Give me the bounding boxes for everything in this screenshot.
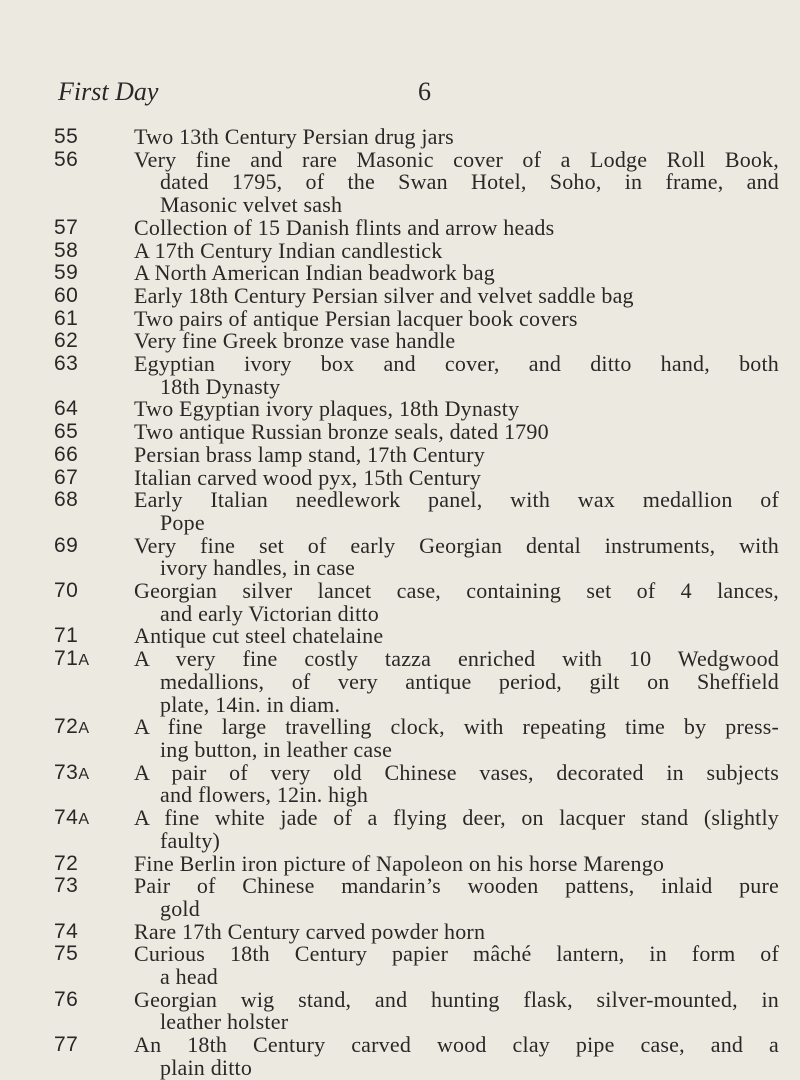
lot-description-line: Two antique Russian bronze seals, dated 1790: [134, 419, 549, 445]
lot-description-line: plate, 14in. in diam.: [160, 691, 341, 717]
lot-entry: [54, 214, 779, 240]
lot-number: [54, 489, 134, 512]
lot-entry: [54, 716, 779, 761]
lot-entry: [54, 648, 779, 716]
lot-entry: [54, 759, 779, 808]
lot-description-line: Curious 18th Century papier mâché lantern, in form of: [134, 941, 779, 967]
lot-description-line: Georgian wig stand, and hunting flask, silver-mounted, in: [134, 986, 779, 1012]
lot-entry: [54, 625, 779, 648]
lot-number: [54, 1034, 134, 1057]
lot-number-digits: 56: [54, 147, 79, 171]
lot-description: [134, 625, 779, 648]
lot-number: [54, 240, 134, 263]
lot-description-line: Early Italian needlework panel, with wax medallion of: [134, 487, 779, 513]
lot-number-digits: 57: [54, 215, 79, 239]
lot-description-line: gold: [160, 895, 200, 921]
lot-description-line: A very fine costly tazza enriched with 10 Wedgwood: [134, 646, 779, 672]
lot-number: [54, 989, 134, 1012]
lot-description-line: and early Victorian ditto: [160, 600, 379, 626]
lot-entry: [54, 918, 779, 944]
lot-number: [54, 398, 134, 421]
lot-number: [54, 625, 134, 648]
lot-entry: [54, 489, 779, 534]
lot-description-line: Very fine and rare Masonic cover of a Lodge Roll Book,: [134, 146, 779, 172]
lot-description: [134, 716, 779, 761]
lot-entry: [54, 282, 779, 308]
lot-description: [134, 807, 779, 852]
lot-entry: [54, 353, 779, 398]
lot-number-digits: 64: [54, 397, 79, 421]
lot-entry: [54, 421, 779, 444]
lot-number-digits: 71: [54, 647, 79, 671]
lot-description: [134, 330, 779, 353]
lot-number: [54, 149, 134, 172]
lot-number-digits: 72: [54, 715, 79, 739]
lot-description-line: Two pairs of antique Persian lacquer book covers: [134, 305, 578, 331]
lot-description-line: leather holster: [160, 1009, 289, 1035]
lot-description-line: A fine large travelling clock, with repeating time by press-: [134, 714, 779, 740]
lot-number-suffix: A: [78, 652, 91, 670]
lot-entry: [54, 146, 779, 218]
lot-description: [134, 532, 779, 581]
lot-description: [134, 759, 779, 808]
lot-description: [134, 986, 779, 1035]
lot-description-line: Pope: [160, 509, 205, 535]
lot-description: [134, 305, 779, 331]
lot-number-digits: 71: [54, 624, 79, 648]
lot-description: [134, 441, 779, 467]
lot-description-line: ing button, in leather case: [160, 736, 393, 762]
lot-entry: [54, 807, 779, 852]
lot-description-line: Pair of Chinese mandarin’s wooden pattens, inlaid pure: [134, 873, 779, 899]
lot-number: [54, 421, 134, 444]
lot-description-line: plain ditto: [160, 1054, 253, 1080]
lot-number: [54, 762, 134, 787]
lot-description-line: Italian carved wood pyx, 15th Century: [134, 464, 482, 490]
lot-description-line: A 17th Century Indian candlestick: [134, 237, 443, 263]
lot-number-digits: 69: [54, 533, 79, 557]
lot-number: [54, 943, 134, 966]
lot-description-line: medallions, of very antique period, gilt on Sheffield: [160, 668, 779, 694]
lot-number-suffix: A: [78, 811, 91, 829]
page-header: [58, 74, 478, 110]
lot-entry: [54, 237, 779, 263]
lot-number: [54, 580, 134, 603]
lot-list: [54, 126, 779, 1080]
lot-number-digits: 66: [54, 442, 79, 466]
page-number: 6: [418, 77, 431, 106]
lot-description: [134, 146, 779, 218]
lot-description: [134, 943, 779, 988]
lot-number-digits: 58: [54, 238, 79, 262]
lot-description: [134, 918, 779, 944]
lot-description: [134, 214, 779, 240]
lot-number: [54, 716, 134, 741]
lot-description: [134, 1034, 779, 1079]
lot-description-line: 18th Dynasty: [160, 373, 281, 399]
lot-description: [134, 126, 779, 149]
lot-description-line: and flowers, 12in. high: [160, 782, 369, 808]
lot-description-line: a head: [160, 964, 218, 990]
lot-description-line: Egyptian ivory box and cover, and ditto hand, both: [134, 351, 779, 377]
lot-number-digits: 68: [54, 488, 79, 512]
lot-number-digits: 75: [54, 942, 79, 966]
lot-description: [134, 353, 779, 398]
lot-description-line: Early 18th Century Persian silver and velvet saddle bag: [134, 282, 634, 308]
lot-description-line: faulty): [160, 827, 221, 853]
lot-number: [54, 126, 134, 149]
lot-description: [134, 398, 779, 421]
lot-description-line: Very fine set of early Georgian dental instruments, with: [134, 532, 779, 558]
lot-description-line: dated 1795, of the Swan Hotel, Soho, in frame, and: [160, 169, 779, 195]
lot-number-digits: 70: [54, 579, 79, 603]
lot-entry: [54, 986, 779, 1035]
lot-number-digits: 59: [54, 261, 79, 285]
lot-number: [54, 262, 134, 285]
lot-number-digits: 76: [54, 987, 79, 1011]
lot-description: [134, 875, 779, 920]
lot-entry: [54, 398, 779, 421]
lot-description: [134, 580, 779, 625]
lot-description-line: A fine white jade of a flying deer, on lacquer stand (slightly: [134, 805, 779, 831]
lot-number: [54, 648, 134, 673]
lot-description-line: Antique cut steel chatelaine: [134, 623, 384, 649]
lot-number: [54, 535, 134, 558]
lot-entry: [54, 1034, 779, 1079]
lot-description-line: A pair of very old Chinese vases, decorated in subjects: [134, 759, 779, 785]
lot-description-line: Two 13th Century Persian drug jars: [134, 124, 454, 149]
lot-description-line: Very fine Greek bronze vase handle: [134, 328, 456, 354]
lot-number-suffix: A: [78, 765, 91, 783]
lot-description-line: Masonic velvet sash: [160, 192, 343, 218]
lot-number-digits: 74: [54, 806, 79, 830]
lot-number-digits: 73: [54, 760, 79, 784]
lot-description-line: Fine Berlin iron picture of Napoleon on his horse Marengo: [134, 850, 665, 876]
lot-entry: [54, 464, 779, 490]
lot-description-line: A North American Indian beadwork bag: [134, 260, 495, 286]
lot-entry: [54, 126, 779, 149]
lot-number-digits: 65: [54, 420, 79, 444]
lot-description: [134, 421, 779, 444]
lot-number-digits: 74: [54, 919, 79, 943]
lot-number: [54, 853, 134, 876]
lot-number-digits: 55: [54, 125, 79, 148]
lot-number: [54, 308, 134, 331]
lot-description: [134, 648, 779, 716]
lot-number-digits: 61: [54, 306, 79, 330]
lot-description: [134, 237, 779, 263]
lot-description-line: An 18th Century carved wood clay pipe case, and a: [134, 1032, 779, 1058]
lot-description: [134, 850, 779, 876]
lot-description-line: Georgian silver lancet case, containing set of 4 lances,: [134, 578, 779, 604]
lot-entry: [54, 943, 779, 988]
lot-description: [134, 282, 779, 308]
lot-description-line: Rare 17th Century carved powder horn: [134, 918, 486, 944]
lot-entry: [54, 532, 779, 581]
lot-description-line: ivory handles, in case: [160, 555, 356, 581]
lot-entry: [54, 441, 779, 467]
lot-number-digits: 60: [54, 283, 79, 307]
lot-number: [54, 285, 134, 308]
lot-description: [134, 489, 779, 534]
lot-entry: [54, 330, 779, 353]
lot-description: [134, 464, 779, 490]
lot-number: [54, 330, 134, 353]
lot-number: [54, 467, 134, 490]
lot-description-line: Two Egyptian ivory plaques, 18th Dynasty: [134, 396, 520, 422]
lot-number: [54, 353, 134, 376]
lot-number-digits: 73: [54, 874, 79, 898]
lot-number: [54, 444, 134, 467]
lot-number-digits: 62: [54, 329, 79, 353]
lot-description: [134, 262, 779, 285]
lot-number-digits: 63: [54, 352, 79, 376]
lot-number: [54, 921, 134, 944]
sale-day-title: First Day: [58, 77, 159, 106]
lot-number-digits: 72: [54, 851, 79, 875]
lot-description-line: Collection of 15 Danish flints and arrow heads: [134, 214, 555, 240]
lot-number: [54, 217, 134, 240]
lot-number-digits: 67: [54, 465, 79, 489]
lot-description-line: Persian brass lamp stand, 17th Century: [134, 441, 485, 467]
lot-number: [54, 875, 134, 898]
lot-entry: [54, 580, 779, 625]
lot-entry: [54, 262, 779, 285]
lot-number-digits: 77: [54, 1033, 79, 1057]
lot-number-suffix: A: [78, 720, 91, 738]
lot-entry: [54, 305, 779, 331]
lot-entry: [54, 850, 779, 876]
lot-number: [54, 807, 134, 832]
lot-entry: [54, 875, 779, 920]
